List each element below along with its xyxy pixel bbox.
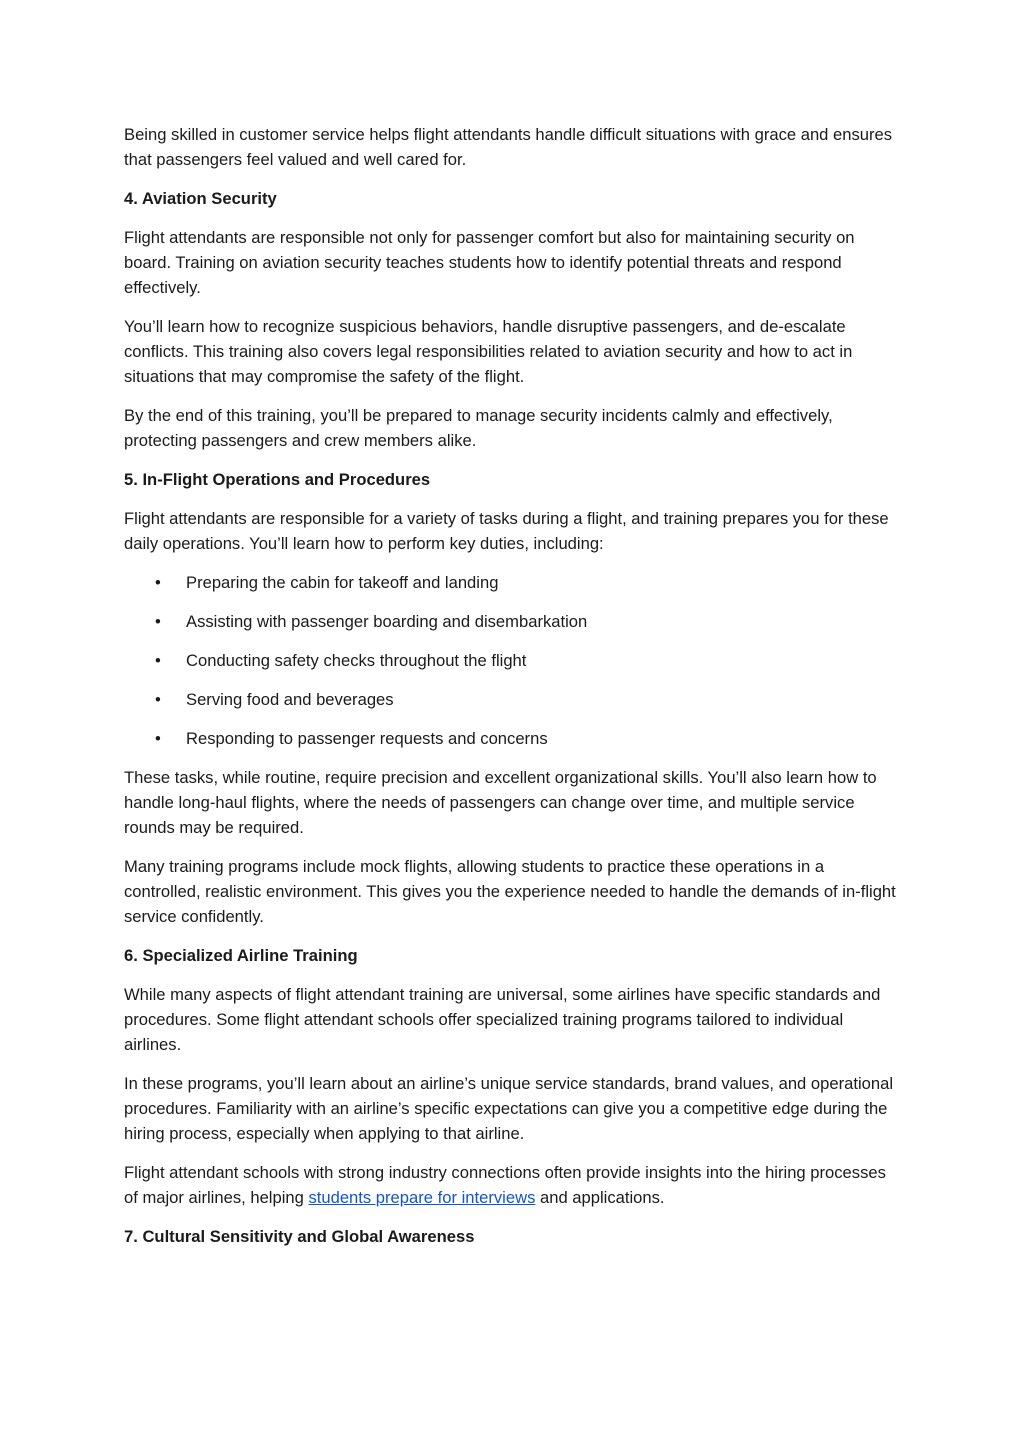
bullet-icon: • <box>155 690 161 709</box>
section-6-paragraph-3-lead: Flight attendant schools with strong industry connections often provide insights into the hiring processes of major airlines, helping <box>124 1163 886 1207</box>
list-item <box>124 570 904 595</box>
section-6-paragraph-2: In these programs, you’ll learn about an airline’s unique service standards, brand values, and operational procedures. Familiarity with an airline’s specific expectations can give you a competitive edge during the hiring process, especially when applying to that airline. <box>124 1074 894 1143</box>
section-4-heading: 4. Aviation Security <box>124 189 277 208</box>
duties-list <box>124 570 904 751</box>
list-item-text: Conducting safety checks throughout the flight <box>186 651 527 670</box>
bullet-icon: • <box>155 573 161 592</box>
list-item-text: Preparing the cabin for takeoff and landing <box>186 573 499 592</box>
section-4-paragraph-3: By the end of this training, you’ll be prepared to manage security incidents calmly and effectively, protecting passengers and crew members alike. <box>124 406 833 450</box>
intro-paragraph: Being skilled in customer service helps flight attendants handle difficult situations with grace and ensures that passengers feel valued and well cared for. <box>124 125 893 169</box>
section-4-paragraph-2: You’ll learn how to recognize suspicious behaviors, handle disruptive passengers, and de-escalate conflicts. This training also covers legal responsibilities related to aviation security and how to act in situations that may compromise the safety of the flight. <box>124 317 853 386</box>
section-5-paragraph-3: Many training programs include mock flights, allowing students to practice these operations in a controlled, realistic environment. This gives you the experience needed to handle the demands of in-flight service confidently. <box>124 857 896 926</box>
list-item-text: Assisting with passenger boarding and disembarkation <box>186 612 588 631</box>
bullet-icon: • <box>155 729 161 748</box>
list-item <box>124 726 904 751</box>
section-4-paragraph-1: Flight attendants are responsible not only for passenger comfort but also for maintaining security on board. Training on aviation security teaches students how to identify potential threats and respond effectively. <box>124 228 855 297</box>
bullet-icon: • <box>155 651 161 670</box>
section-5-paragraph-1: Flight attendants are responsible for a variety of tasks during a flight, and training prepares you for these daily operations. You’ll learn how to perform key duties, including: <box>124 509 889 553</box>
interview-prep-link[interactable]: students prepare for interviews <box>308 1188 536 1207</box>
list-item <box>124 648 904 673</box>
section-5-paragraph-2: These tasks, while routine, require precision and excellent organizational skills. You’ll also learn how to handle long-haul flights, where the needs of passengers can change over time, and multiple service rounds may be required. <box>124 768 877 837</box>
list-item-text: Responding to passenger requests and concerns <box>186 729 548 748</box>
section-6-paragraph-3 <box>124 1160 904 1210</box>
list-item <box>124 609 904 634</box>
section-6-paragraph-3-tail: and applications. <box>535 1188 665 1207</box>
list-item-text: Serving food and beverages <box>186 690 394 709</box>
section-6-paragraph-1: While many aspects of flight attendant training are universal, some airlines have specific standards and procedures. Some flight attendant schools offer specialized training programs tailored to individual airlines. <box>124 985 881 1054</box>
section-6-heading: 6. Specialized Airline Training <box>124 946 358 965</box>
bullet-icon: • <box>155 612 161 631</box>
list-item <box>124 687 904 712</box>
document-page <box>124 122 904 1263</box>
section-5-heading: 5. In-Flight Operations and Procedures <box>124 470 431 489</box>
section-7-heading: 7. Cultural Sensitivity and Global Awareness <box>124 1227 475 1246</box>
